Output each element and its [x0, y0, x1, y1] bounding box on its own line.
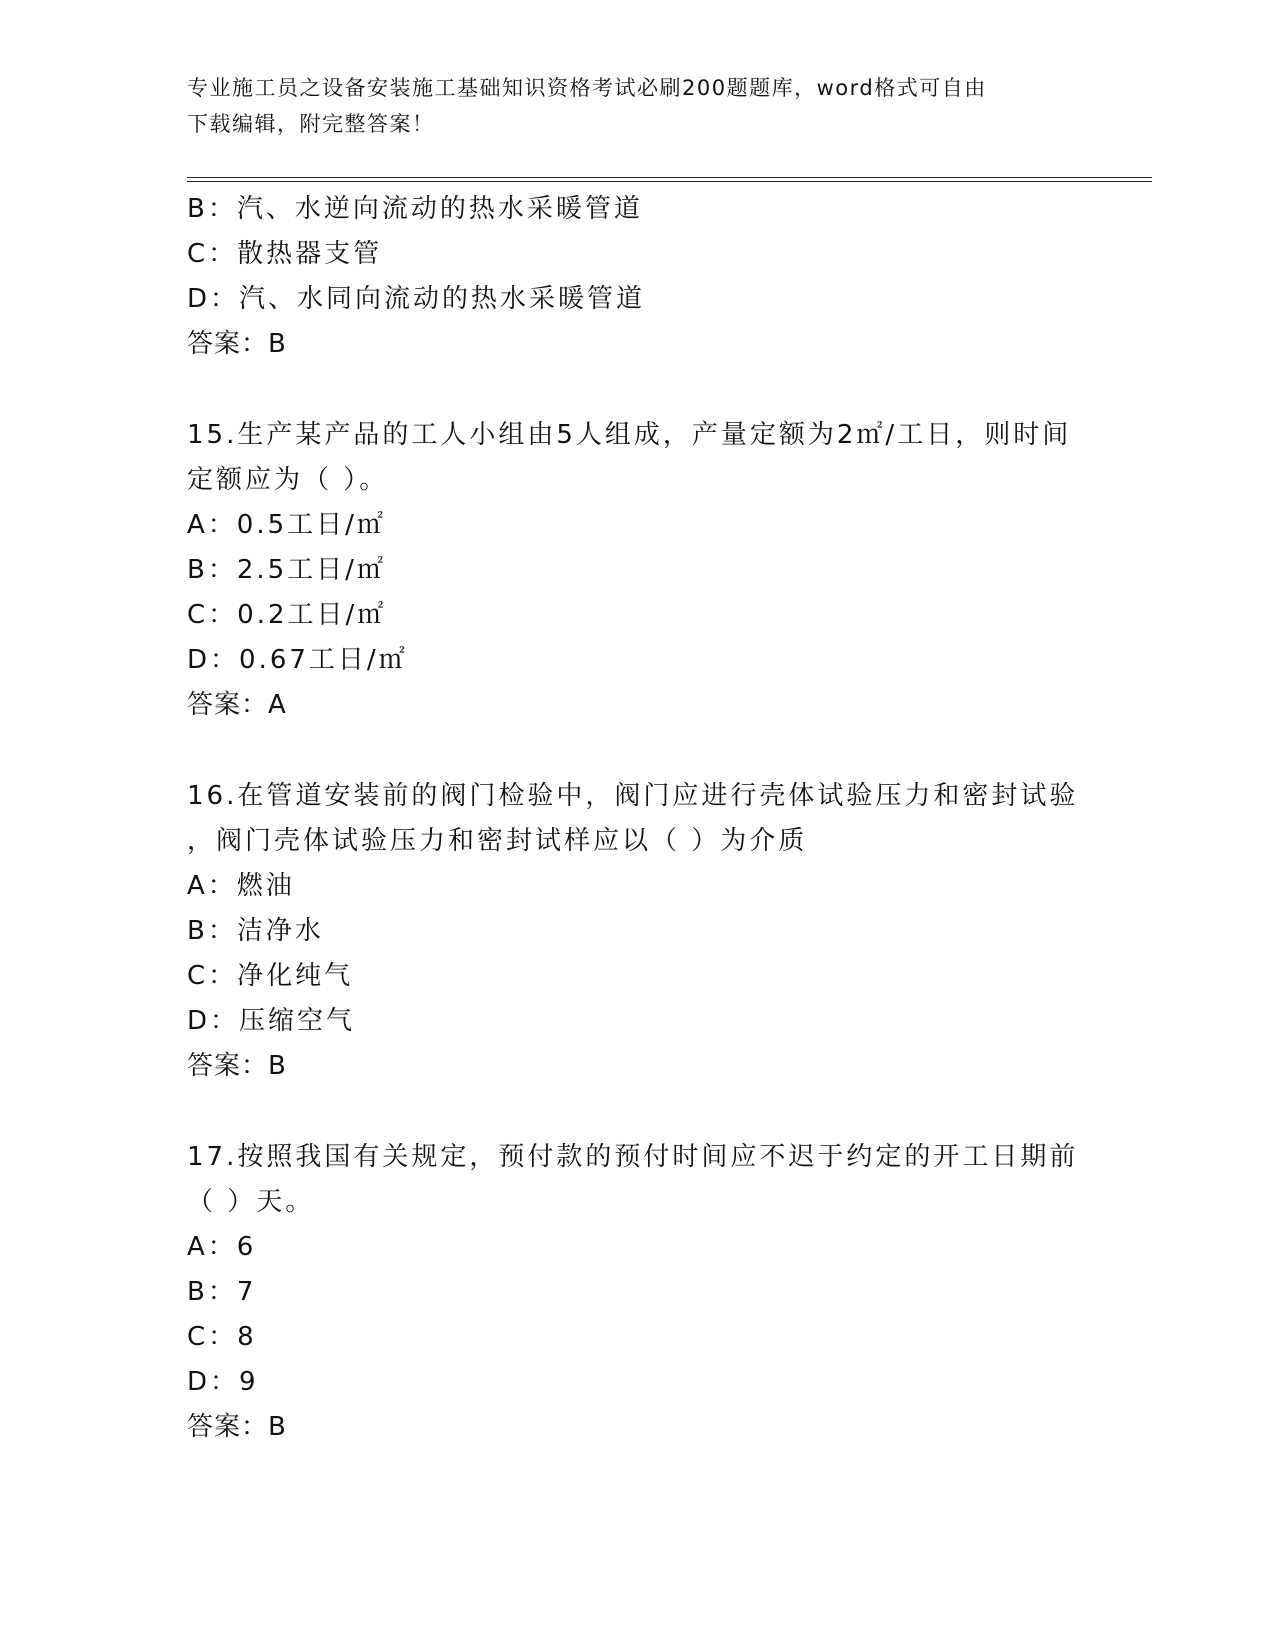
option-b: B：汽、水逆向流动的热水采暖管道: [187, 194, 643, 224]
question-list: [187, 187, 1087, 1450]
option-b: B：7: [187, 1277, 257, 1307]
option-d: D：9: [187, 1367, 259, 1397]
option-a: A：6: [187, 1232, 257, 1262]
option-d: D：0.67工日/㎡: [187, 645, 408, 675]
option-c: C：0.2工日/㎡: [187, 600, 387, 630]
option-a: A：燃油: [187, 871, 295, 901]
header-divider-bottom: [187, 181, 1152, 182]
header-title-line-2: 下载编辑，附完整答案！: [187, 112, 435, 136]
question-16: [187, 774, 1087, 1089]
header-title-line-1: 专业施工员之设备安装施工基础知识资格考试必刷200题题库，word格式可自由: [187, 76, 987, 100]
answer: 答案：B: [187, 1412, 287, 1442]
answer: 答案：B: [187, 1051, 287, 1081]
option-b: B：洁净水: [187, 916, 324, 946]
question-text-line-1: 15.生产某产品的工人小组由5人组成，产量定额为2㎡/工日，则时间: [187, 420, 1072, 450]
option-c: C：净化纯气: [187, 961, 354, 991]
option-a: A：0.5工日/㎡: [187, 510, 386, 540]
option-b: B：2.5工日/㎡: [187, 555, 386, 585]
spacer: [187, 728, 1087, 774]
question-text-line-1: 16.在管道安装前的阀门检验中，阀门应进行壳体试验压力和密封试验: [187, 781, 1079, 811]
question-text-line-2: （ ）天。: [187, 1187, 315, 1217]
option-d: D：压缩空气: [187, 1006, 356, 1036]
question-text-line-1: 17.按照我国有关规定，预付款的预付时间应不迟于约定的开工日期前: [187, 1142, 1079, 1172]
document-header: [187, 70, 1067, 142]
question-text-line-2: 定额应为（ ）。: [187, 465, 389, 495]
question-text-line-2: ，阀门壳体试验压力和密封试样应以（ ）为介质: [187, 826, 808, 856]
answer: 答案：B: [187, 329, 287, 359]
question-17: [187, 1135, 1087, 1450]
question-15: [187, 413, 1087, 728]
option-d: D：汽、水同向流动的热水采暖管道: [187, 284, 646, 314]
answer: 答案：A: [187, 690, 287, 720]
spacer: [187, 1089, 1087, 1135]
option-c: C：散热器支管: [187, 239, 383, 269]
spacer: [187, 367, 1087, 413]
question-14-continued: [187, 187, 1087, 367]
header-divider-top: [187, 177, 1152, 178]
option-c: C：8: [187, 1322, 257, 1352]
